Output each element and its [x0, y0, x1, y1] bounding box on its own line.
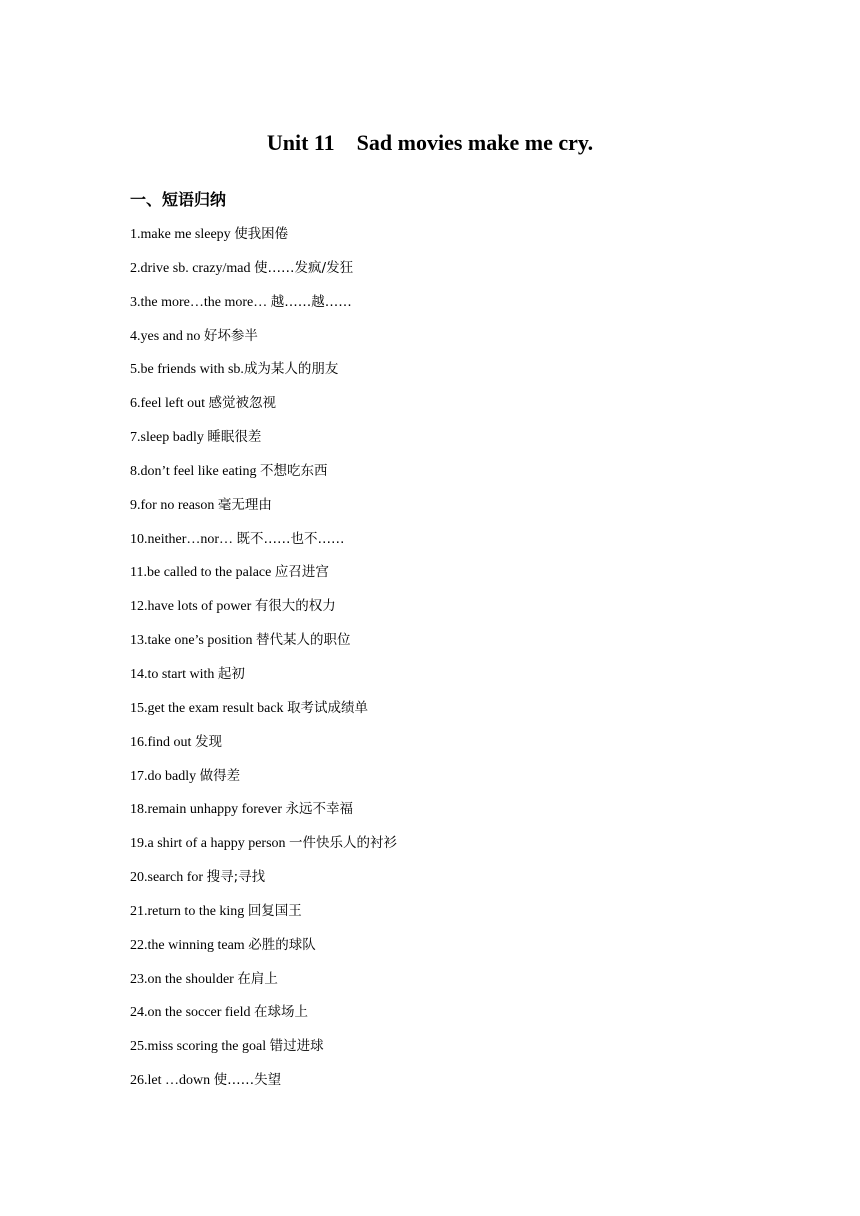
phrase-chinese: 睡眠很差 [207, 429, 262, 446]
phrase-item [130, 935, 397, 969]
phrase-number: 17. [130, 768, 148, 784]
phrase-number: 14. [130, 666, 148, 682]
phrase-english: drive sb. crazy/mad [140, 260, 251, 276]
phrase-chinese: 发现 [194, 733, 222, 750]
phrase-chinese: 越……越…… [270, 293, 352, 310]
phrase-chinese: 使……失望 [213, 1072, 282, 1089]
phrase-item [130, 258, 397, 292]
phrase-chinese: 错过进球 [269, 1038, 324, 1055]
phrase-item [130, 529, 397, 563]
phrase-chinese: 一件快乐人的衬衫 [289, 835, 398, 852]
phrase-chinese: 好坏参半 [203, 327, 258, 344]
phrase-english: on the soccer field [147, 1005, 251, 1021]
phrase-item [130, 1002, 397, 1036]
phrase-item [130, 326, 397, 360]
phrase-number: 12. [130, 599, 148, 615]
phrase-chinese: 在肩上 [237, 970, 278, 987]
phrase-number: 1. [130, 227, 141, 242]
phrase-english: remain unhappy forever [147, 802, 282, 818]
phrase-number: 2. [130, 260, 141, 276]
phrase-english: the more…the more… [140, 294, 268, 310]
phrase-english: a shirt of a happy person [147, 836, 286, 852]
phrase-chinese: 有很大的权力 [254, 598, 336, 615]
phrase-number: 11. [130, 565, 147, 581]
phrase-number: 9. [130, 497, 141, 513]
phrase-number: 7. [130, 430, 141, 446]
page-title: Unit 11 Sad movies make me cry. [266, 129, 594, 155]
phrase-english: don’t feel like eating [140, 463, 257, 479]
phrase-number: 26. [130, 1073, 148, 1089]
phrase-chinese: 应召进宫 [274, 564, 329, 581]
phrase-item [130, 1036, 397, 1070]
phrase-chinese: 起初 [217, 665, 245, 682]
phrase-english: sleep badly [140, 430, 204, 446]
phrase-english: miss scoring the goal [147, 1039, 267, 1055]
phrase-number: 4. [130, 328, 141, 344]
phrase-number: 8. [130, 463, 141, 479]
phrase-english: neither…nor… [147, 531, 234, 547]
phrase-english: do badly [147, 768, 197, 784]
phrase-number: 15. [130, 700, 148, 716]
phrase-number: 16. [130, 734, 148, 750]
phrase-chinese: 感觉被忽视 [208, 395, 277, 412]
phrase-item [130, 495, 397, 529]
phrase-item [130, 833, 397, 867]
phrase-english: make me sleepy [140, 227, 231, 242]
phrase-english: be called to the palace [146, 565, 272, 581]
phrase-item [130, 901, 397, 935]
phrase-chinese: 使我困倦 [234, 226, 289, 242]
phrase-list [130, 224, 397, 1104]
phrase-number: 13. [130, 633, 148, 649]
phrase-chinese: 回复国王 [247, 902, 302, 919]
phrase-english: be friends with sb. [140, 362, 244, 378]
phrase-english: have lots of power [147, 599, 252, 615]
phrase-number: 25. [130, 1039, 148, 1055]
phrase-item [130, 867, 397, 901]
phrase-item [130, 562, 397, 596]
phrase-chinese: 成为某人的朋友 [243, 361, 339, 378]
phrase-chinese: 毫无理由 [217, 496, 272, 513]
phrase-number: 19. [130, 836, 148, 852]
phrase-english: search for [147, 870, 204, 886]
phrase-english: for no reason [140, 497, 215, 513]
phrase-number: 6. [130, 396, 141, 412]
phrase-item [130, 732, 397, 766]
phrase-english: feel left out [140, 396, 206, 412]
phrase-chinese: 替代某人的职位 [256, 632, 351, 649]
phrase-number: 3. [130, 294, 141, 310]
phrase-chinese: 既不……也不…… [236, 530, 345, 547]
phrase-item [130, 427, 397, 461]
phrase-number: 22. [130, 937, 148, 953]
phrase-english: yes and no [140, 328, 201, 344]
phrase-english: take one’s position [147, 633, 253, 649]
phrase-english: return to the king [147, 903, 245, 919]
phrase-english: the winning team [147, 937, 245, 953]
phrase-item [130, 799, 397, 833]
phrase-item [130, 630, 397, 664]
phrase-item [130, 766, 397, 800]
phrase-item [130, 1070, 397, 1104]
phrase-item [130, 292, 397, 326]
phrase-item [130, 224, 397, 258]
phrase-number: 20. [130, 870, 148, 886]
phrase-chinese: 在球场上 [254, 1004, 309, 1021]
phrase-english: get the exam result back [147, 700, 284, 716]
phrase-chinese: 使……发疯/发狂 [254, 259, 354, 276]
section-heading: 一、短语归纳 [130, 190, 227, 209]
phrase-item [130, 359, 397, 393]
phrase-item [130, 596, 397, 630]
phrase-number: 24. [130, 1005, 148, 1021]
phrase-chinese: 永远不幸福 [285, 801, 353, 818]
phrase-english: to start with [147, 666, 215, 682]
phrase-item [130, 461, 397, 495]
phrase-number: 5. [130, 362, 141, 378]
phrase-number: 10. [130, 531, 148, 547]
phrase-english: find out [147, 734, 192, 750]
phrase-english: let …down [147, 1073, 211, 1089]
phrase-chinese: 必胜的球队 [248, 936, 316, 953]
phrase-item [130, 698, 397, 732]
phrase-chinese: 搜寻;寻找 [206, 869, 266, 886]
phrase-number: 21. [130, 903, 148, 919]
phrase-english: on the shoulder [147, 971, 234, 987]
phrase-number: 23. [130, 971, 148, 987]
phrase-number: 18. [130, 802, 148, 818]
phrase-item [130, 393, 397, 427]
phrase-item [130, 969, 397, 1003]
phrase-chinese: 做得差 [199, 767, 241, 784]
phrase-item [130, 664, 397, 698]
phrase-chinese: 取考试成绩单 [287, 699, 369, 716]
phrase-chinese: 不想吃东西 [259, 462, 328, 479]
